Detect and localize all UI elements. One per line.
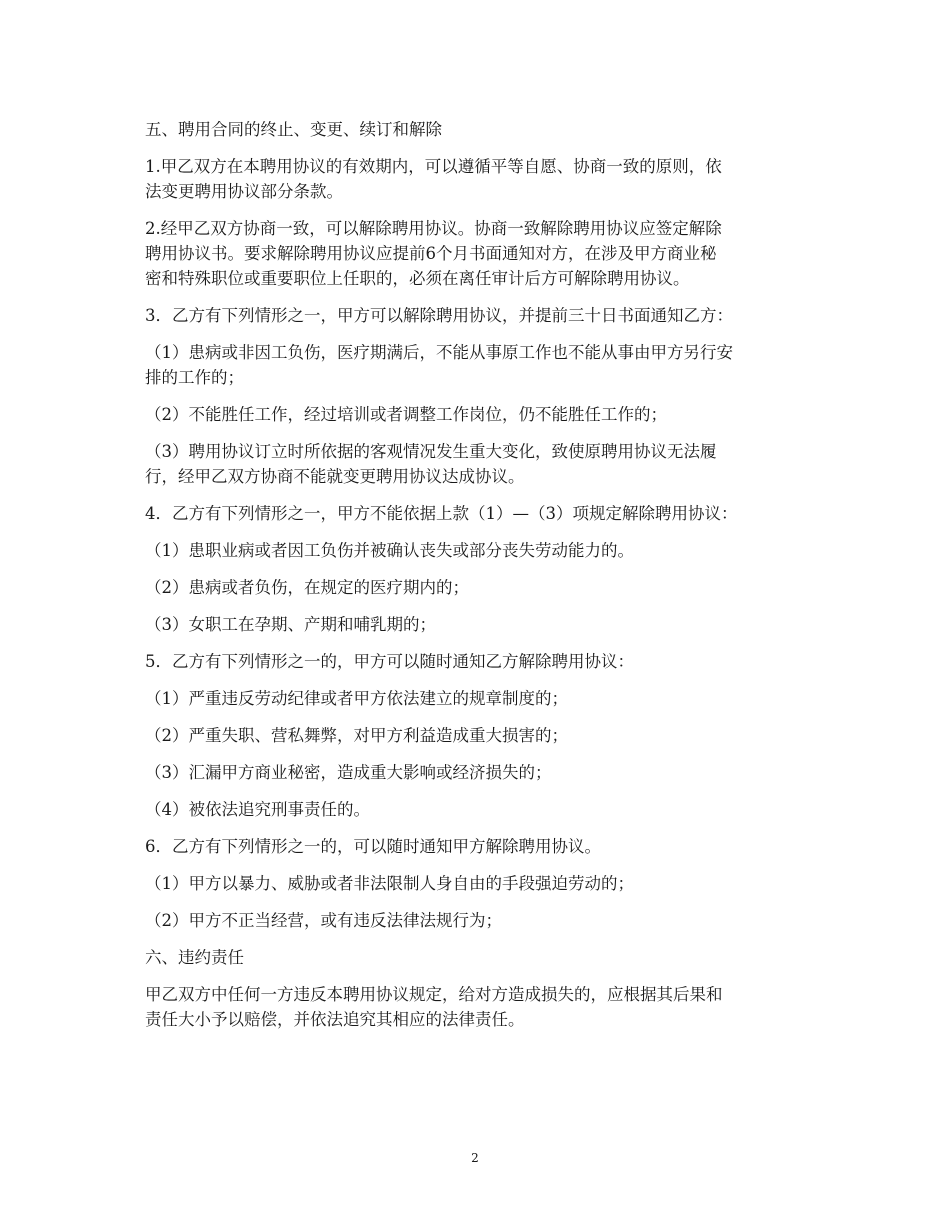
clause-1 <box>145 154 807 204</box>
text-line: 2.经甲乙双方协商一致，可以解除聘用协议。协商一致解除聘用协议应签定解除 <box>145 219 722 238</box>
text-line: （3）汇漏甲方商业秘密，造成重大影响或经济损失的； <box>145 763 552 782</box>
document-body <box>145 117 807 1044</box>
clause-5-item-3 <box>145 760 807 785</box>
text-line: （3）女职工在孕期、产期和哺乳期的； <box>145 615 436 634</box>
clause-3-item-2 <box>145 402 807 427</box>
text-line: 3．乙方有下列情形之一，甲方可以解除聘用协议，并提前三十日书面通知乙方： <box>145 306 733 325</box>
clause-2 <box>145 216 807 291</box>
text-line: 5．乙方有下列情形之一的，甲方可以随时通知乙方解除聘用协议： <box>145 652 634 671</box>
clause-3-item-3 <box>145 439 807 489</box>
text-line: 排的工作的； <box>145 368 244 387</box>
clause-5 <box>145 649 807 674</box>
page-number: 2 <box>471 1151 479 1165</box>
text-line: 责任大小予以赔偿，并依法追究其相应的法律责任。 <box>145 1010 525 1029</box>
clause-4-item-3 <box>145 612 807 637</box>
clause-6 <box>145 834 807 859</box>
text-line: （1）患职业病或者因工负伤并被确认丧失或部分丧失劳动能力的。 <box>145 541 634 560</box>
text-line: 4．乙方有下列情形之一，甲方不能依据上款（1）—（3）项规定解除聘用协议： <box>145 504 738 523</box>
text-line: （1）严重违反劳动纪律或者甲方依法建立的规章制度的； <box>145 689 568 708</box>
text-line: （3）聘用协议订立时所依据的客观情况发生重大变化，致使原聘用协议无法履 <box>145 442 717 461</box>
clause-5-item-4 <box>145 797 807 822</box>
clause-3 <box>145 303 807 328</box>
clause-4 <box>145 501 807 526</box>
text-line: 密和特殊职位或重要职位上任职的，必须在离任审计后方可解除聘用协议。 <box>145 269 690 288</box>
clause-5-item-2 <box>145 723 807 748</box>
text-line: （1）甲方以暴力、威胁或者非法限制人身自由的手段强迫劳动的； <box>145 874 634 893</box>
text-line: （2）甲方不正当经营，或有违反法律法规行为； <box>145 911 502 930</box>
text-line: （4）被依法追究刑事责任的。 <box>145 800 370 819</box>
text-line: 法变更聘用协议部分条款。 <box>145 182 343 201</box>
clause-3-item-1 <box>145 340 807 390</box>
text-line: （2）严重失职、营私舞弊，对甲方利益造成重大损害的； <box>145 726 568 745</box>
clause-4-item-2 <box>145 575 807 600</box>
text-line: （2）患病或者负伤，在规定的医疗期内的； <box>145 578 469 597</box>
clause-6-item-1 <box>145 871 807 896</box>
clause-5-item-1 <box>145 686 807 711</box>
text-line: 甲乙双方中任何一方违反本聘用协议规定，给对方造成损失的，应根据其后果和 <box>145 985 723 1004</box>
clause-4-item-1 <box>145 538 807 563</box>
section-heading-termination <box>145 117 807 142</box>
text-line: （2）不能胜任工作，经过培训或者调整工作岗位，仍不能胜任工作的； <box>145 405 667 424</box>
text-line: （1）患病或非因工负伤，医疗期满后，不能从事原工作也不能从事由甲方另行安 <box>145 343 733 362</box>
liability-clause <box>145 982 807 1032</box>
text-line: 六、违约责任 <box>145 948 244 967</box>
section-heading-liability <box>145 945 807 970</box>
text-line: 6．乙方有下列情形之一的，可以随时通知甲方解除聘用协议。 <box>145 837 601 856</box>
text-line: 1.甲乙双方在本聘用协议的有效期内，可以遵循平等自愿、协商一致的原则，依 <box>145 157 722 176</box>
text-line: 行，经甲乙双方协商不能就变更聘用协议达成协议。 <box>145 467 525 486</box>
clause-6-item-2 <box>145 908 807 933</box>
text-line: 五、聘用合同的终止、变更、续订和解除 <box>145 120 442 139</box>
text-line: 聘用协议书。要求解除聘用协议应提前6个月书面通知对方，在涉及甲方商业秘 <box>145 244 717 263</box>
